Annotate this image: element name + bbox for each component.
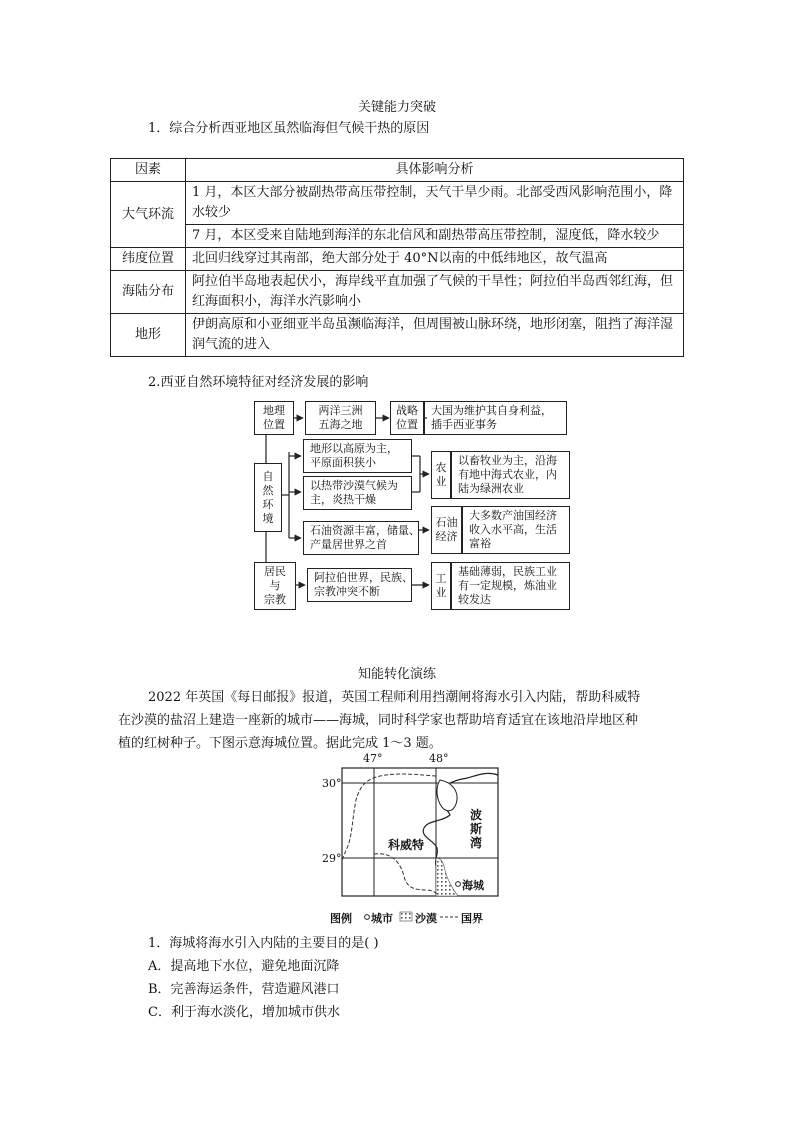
industry-effect-box: 基础薄弱，民族工业 有一定规模，炼油业 较发达 [451, 562, 570, 610]
table-cell-detail: 7 月，本区受来自陆地到海洋的东北信风和副热带高压带控制，湿度低，降水较少 [186, 225, 684, 248]
question-1-title: 1．综合分析西亚地区虽然临海但气候干热的原因 [148, 121, 430, 136]
industry-box: 工 业 [431, 562, 451, 610]
table-cell-factor: 大气环流 [111, 182, 186, 248]
oil-resource-box: 石油资源丰富，储量、 产量居世界之首 [303, 521, 419, 555]
agriculture-box: 农 业 [431, 451, 451, 499]
map-latitude-label: 29° [322, 852, 342, 865]
persian-gulf-label: 波 斯 湾 [470, 808, 483, 850]
table-cell-detail: 阿拉伯半岛地表起伏小，海岸线平直加强了气候的干旱性；阿拉伯半岛西邻红海，但红海面积小，海洋水汽影响小 [186, 271, 684, 314]
oil-economy-box: 石油 经济 [431, 506, 462, 554]
question-2-title: 2.西亚自然环境特征对经济发展的影响 [148, 375, 369, 390]
legend-city: 城市 [371, 912, 393, 925]
legend-border: 国界 [461, 912, 483, 925]
geo-location-box: 地理 位置 [254, 401, 294, 435]
table-cell-factor: 地形 [111, 314, 186, 357]
map-longitude-label: 48° [429, 752, 449, 765]
paragraph-line: 2022 年英国《每日邮报》报道，英国工程师利用挡潮闸将海水引入内陆，帮助科威特 [148, 690, 641, 705]
table-cell-factor: 纬度位置 [111, 248, 186, 271]
terrain-box: 地形以高原为主， 平原面积狭小 [303, 439, 412, 473]
question-stem: 1．海城将海水引入内陆的主要目的是( ) [148, 936, 379, 951]
climate-box: 以热带沙漠气候为 主，炎热干燥 [303, 476, 412, 510]
agriculture-effect-box: 以畜牧业为主，沿海 有地中海式农业，内 陆为绿洲农业 [451, 451, 570, 499]
oil-economy-effect-box: 大多数产油国经济 收入水平高，生活 富裕 [462, 506, 570, 554]
paragraph-line: 在沙漠的盐沼上建造一座新的城市——海城，同时科学家也帮助培育适宜在该地沿岸地区种 [118, 713, 639, 728]
map-latitude-label: 30° [322, 777, 342, 790]
strategy-box: 战略 位置 [390, 401, 424, 435]
option-a: A．提高地下水位，避免地面沉降 [148, 959, 340, 974]
table-cell-detail: 伊朗高原和小亚细亚半岛虽濒临海洋，但周围被山脉环绕，地形闭塞，阻挡了海洋湿润气流的进入 [186, 314, 684, 357]
section-heading-practice: 知能转化演练 [357, 667, 436, 682]
legend-desert: 沙漠 [415, 912, 437, 925]
kuwait-label: 科威特 [388, 838, 425, 852]
people-cause-box: 阿拉伯世界，民族、 宗教冲突不断 [307, 568, 412, 602]
legend-prefix: 图例 [330, 912, 352, 925]
nature-box: 自 然 环 境 [254, 463, 282, 532]
table-cell-factor: 海陆分布 [111, 271, 186, 314]
option-c: C．利于海水淡化，增加城市供水 [148, 1005, 340, 1020]
strategy-effect-box: 大国为维护其自身利益， 插手西亚事务 [424, 401, 567, 435]
option-b: B．完善海运条件，营造避风港口 [148, 982, 340, 997]
section-heading-key-ability: 关键能力突破 [357, 100, 436, 115]
map-longitude-label: 47° [363, 752, 383, 765]
sea-city-label: 海城 [462, 879, 484, 892]
geo-cause-box: 两洋三洲 五海之地 [305, 401, 376, 435]
paragraph-line: 植的红树种子。下图示意海城位置。据此完成 1～3 题。 [118, 736, 442, 751]
people-religion-box: 居民 与 宗教 [254, 562, 296, 610]
table-cell-detail: 1 月，本区大部分被副热带高压带控制，天气干旱少雨。北部受西风影响范围小，降水较少 [186, 182, 684, 225]
table-header-analysis: 具体影响分析 [186, 159, 684, 182]
table-header-factor: 因素 [111, 159, 186, 182]
table-cell-detail: 北回归线穿过其南部，绝大部分处于 40°N以南的中低纬地区，故气温高 [186, 248, 684, 271]
